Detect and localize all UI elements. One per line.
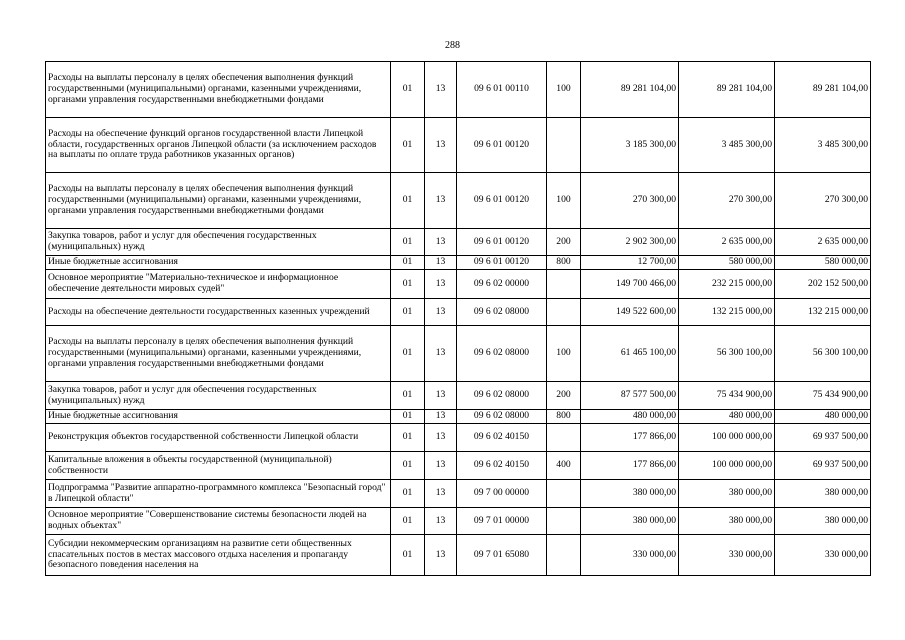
expense-type-code bbox=[547, 299, 581, 326]
subsection-code: 13 bbox=[425, 424, 457, 452]
section-code: 01 bbox=[391, 118, 425, 173]
row-name: Расходы на обеспечение деятельности государственных казенных учреждений bbox=[46, 299, 391, 326]
amount-year-3: 69 937 500,00 bbox=[775, 452, 871, 480]
amount-year-2: 380 000,00 bbox=[679, 480, 775, 508]
section-code: 01 bbox=[391, 229, 425, 256]
table-row bbox=[46, 256, 871, 270]
table-row bbox=[46, 270, 871, 299]
amount-year-2: 380 000,00 bbox=[679, 508, 775, 535]
amount-year-1: 2 902 300,00 bbox=[581, 229, 679, 256]
row-name: Расходы на выплаты персоналу в целях обеспечения выполнения функций государственными (муниципальными) органами, казенными учреждениями, органами управления государственными внебюджетными фондами bbox=[46, 326, 391, 382]
subsection-code: 13 bbox=[425, 382, 457, 410]
amount-year-1: 89 281 104,00 bbox=[581, 62, 679, 118]
subsection-code: 13 bbox=[425, 480, 457, 508]
amount-year-3: 380 000,00 bbox=[775, 480, 871, 508]
expense-type-code: 100 bbox=[547, 173, 581, 229]
target-article-code: 09 6 02 00000 bbox=[457, 270, 547, 299]
amount-year-1: 12 700,00 bbox=[581, 256, 679, 270]
subsection-code: 13 bbox=[425, 229, 457, 256]
table-row bbox=[46, 424, 871, 452]
amount-year-2: 75 434 900,00 bbox=[679, 382, 775, 410]
section-code: 01 bbox=[391, 382, 425, 410]
amount-year-3: 270 300,00 bbox=[775, 173, 871, 229]
amount-year-1: 177 866,00 bbox=[581, 452, 679, 480]
target-article-code: 09 6 02 40150 bbox=[457, 424, 547, 452]
amount-year-2: 580 000,00 bbox=[679, 256, 775, 270]
row-name: Иные бюджетные ассигнования bbox=[46, 256, 391, 270]
budget-table bbox=[45, 61, 871, 576]
row-name: Иные бюджетные ассигнования bbox=[46, 410, 391, 424]
amount-year-1: 270 300,00 bbox=[581, 173, 679, 229]
row-name: Капитальные вложения в объекты государственной (муниципальной) собственности bbox=[46, 452, 391, 480]
row-name: Закупка товаров, работ и услуг для обеспечения государственных (муниципальных) нужд bbox=[46, 229, 391, 256]
table-row bbox=[46, 118, 871, 173]
expense-type-code bbox=[547, 270, 581, 299]
amount-year-3: 2 635 000,00 bbox=[775, 229, 871, 256]
target-article-code: 09 6 01 00120 bbox=[457, 229, 547, 256]
subsection-code: 13 bbox=[425, 173, 457, 229]
table-row bbox=[46, 173, 871, 229]
section-code: 01 bbox=[391, 62, 425, 118]
subsection-code: 13 bbox=[425, 452, 457, 480]
target-article-code: 09 6 01 00110 bbox=[457, 62, 547, 118]
table-row bbox=[46, 326, 871, 382]
subsection-code: 13 bbox=[425, 410, 457, 424]
target-article-code: 09 7 00 00000 bbox=[457, 480, 547, 508]
target-article-code: 09 6 01 00120 bbox=[457, 118, 547, 173]
section-code: 01 bbox=[391, 535, 425, 576]
amount-year-1: 149 522 600,00 bbox=[581, 299, 679, 326]
amount-year-1: 380 000,00 bbox=[581, 508, 679, 535]
amount-year-2: 480 000,00 bbox=[679, 410, 775, 424]
row-name: Основное мероприятие "Материально-техническое и информационное обеспечение деятельности мировых судей" bbox=[46, 270, 391, 299]
table-row bbox=[46, 299, 871, 326]
target-article-code: 09 6 02 08000 bbox=[457, 410, 547, 424]
section-code: 01 bbox=[391, 326, 425, 382]
amount-year-3: 69 937 500,00 bbox=[775, 424, 871, 452]
amount-year-1: 87 577 500,00 bbox=[581, 382, 679, 410]
page-number: 288 bbox=[445, 40, 460, 51]
section-code: 01 bbox=[391, 452, 425, 480]
subsection-code: 13 bbox=[425, 62, 457, 118]
row-name: Реконструкция объектов государственной собственности Липецкой области bbox=[46, 424, 391, 452]
amount-year-2: 89 281 104,00 bbox=[679, 62, 775, 118]
expense-type-code: 800 bbox=[547, 410, 581, 424]
amount-year-3: 75 434 900,00 bbox=[775, 382, 871, 410]
row-name: Субсидии некоммерческим организациям на развитие сети общественных спасательных постов в местах массового отдыха населения и пропаганду безопасного поведения населения на bbox=[46, 535, 391, 576]
expense-type-code: 400 bbox=[547, 452, 581, 480]
section-code: 01 bbox=[391, 410, 425, 424]
subsection-code: 13 bbox=[425, 256, 457, 270]
row-name: Закупка товаров, работ и услуг для обеспечения государственных (муниципальных) нужд bbox=[46, 382, 391, 410]
amount-year-3: 202 152 500,00 bbox=[775, 270, 871, 299]
expense-type-code: 100 bbox=[547, 326, 581, 382]
target-article-code: 09 6 01 00120 bbox=[457, 173, 547, 229]
expense-type-code bbox=[547, 480, 581, 508]
expense-type-code bbox=[547, 118, 581, 173]
expense-type-code: 100 bbox=[547, 62, 581, 118]
amount-year-2: 3 485 300,00 bbox=[679, 118, 775, 173]
amount-year-1: 177 866,00 bbox=[581, 424, 679, 452]
amount-year-2: 56 300 100,00 bbox=[679, 326, 775, 382]
subsection-code: 13 bbox=[425, 299, 457, 326]
row-name: Основное мероприятие "Совершенствование системы безопасности людей на водных объектах" bbox=[46, 508, 391, 535]
amount-year-1: 480 000,00 bbox=[581, 410, 679, 424]
section-code: 01 bbox=[391, 424, 425, 452]
amount-year-3: 3 485 300,00 bbox=[775, 118, 871, 173]
amount-year-3: 56 300 100,00 bbox=[775, 326, 871, 382]
target-article-code: 09 6 01 00120 bbox=[457, 256, 547, 270]
amount-year-2: 100 000 000,00 bbox=[679, 424, 775, 452]
subsection-code: 13 bbox=[425, 508, 457, 535]
table-row bbox=[46, 452, 871, 480]
target-article-code: 09 6 02 08000 bbox=[457, 299, 547, 326]
amount-year-3: 480 000,00 bbox=[775, 410, 871, 424]
amount-year-2: 132 215 000,00 bbox=[679, 299, 775, 326]
amount-year-3: 132 215 000,00 bbox=[775, 299, 871, 326]
amount-year-3: 380 000,00 bbox=[775, 508, 871, 535]
table-row bbox=[46, 229, 871, 256]
expense-type-code: 200 bbox=[547, 229, 581, 256]
amount-year-2: 270 300,00 bbox=[679, 173, 775, 229]
section-code: 01 bbox=[391, 256, 425, 270]
row-name: Расходы на обеспечение функций органов государственной власти Липецкой области, государственных органов Липецкой области (за исключением расходов на выплаты по оплате труда работников указанных органов) bbox=[46, 118, 391, 173]
amount-year-1: 3 185 300,00 bbox=[581, 118, 679, 173]
subsection-code: 13 bbox=[425, 118, 457, 173]
expense-type-code bbox=[547, 424, 581, 452]
table-row bbox=[46, 382, 871, 410]
table-row bbox=[46, 508, 871, 535]
section-code: 01 bbox=[391, 299, 425, 326]
row-name: Расходы на выплаты персоналу в целях обеспечения выполнения функций государственными (муниципальными) органами, казенными учреждениями, органами управления государственными внебюджетными фондами bbox=[46, 173, 391, 229]
target-article-code: 09 6 02 40150 bbox=[457, 452, 547, 480]
section-code: 01 bbox=[391, 173, 425, 229]
table-row bbox=[46, 62, 871, 118]
row-name: Подпрограмма "Развитие аппаратно-программного комплекса "Безопасный город" в Липецкой области" bbox=[46, 480, 391, 508]
amount-year-3: 580 000,00 bbox=[775, 256, 871, 270]
amount-year-2: 232 215 000,00 bbox=[679, 270, 775, 299]
expense-type-code bbox=[547, 508, 581, 535]
expense-type-code: 800 bbox=[547, 256, 581, 270]
amount-year-3: 330 000,00 bbox=[775, 535, 871, 576]
row-name: Расходы на выплаты персоналу в целях обеспечения выполнения функций государственными (муниципальными) органами, казенными учреждениями, органами управления государственными внебюджетными фондами bbox=[46, 62, 391, 118]
table-row bbox=[46, 410, 871, 424]
target-article-code: 09 7 01 65080 bbox=[457, 535, 547, 576]
amount-year-2: 100 000 000,00 bbox=[679, 452, 775, 480]
amount-year-2: 330 000,00 bbox=[679, 535, 775, 576]
subsection-code: 13 bbox=[425, 326, 457, 382]
amount-year-1: 330 000,00 bbox=[581, 535, 679, 576]
amount-year-1: 61 465 100,00 bbox=[581, 326, 679, 382]
amount-year-1: 380 000,00 bbox=[581, 480, 679, 508]
section-code: 01 bbox=[391, 480, 425, 508]
target-article-code: 09 6 02 08000 bbox=[457, 382, 547, 410]
target-article-code: 09 7 01 00000 bbox=[457, 508, 547, 535]
section-code: 01 bbox=[391, 270, 425, 299]
table-row bbox=[46, 535, 871, 576]
target-article-code: 09 6 02 08000 bbox=[457, 326, 547, 382]
table-row bbox=[46, 480, 871, 508]
section-code: 01 bbox=[391, 508, 425, 535]
amount-year-2: 2 635 000,00 bbox=[679, 229, 775, 256]
amount-year-3: 89 281 104,00 bbox=[775, 62, 871, 118]
subsection-code: 13 bbox=[425, 535, 457, 576]
expense-type-code: 200 bbox=[547, 382, 581, 410]
subsection-code: 13 bbox=[425, 270, 457, 299]
expense-type-code bbox=[547, 535, 581, 576]
amount-year-1: 149 700 466,00 bbox=[581, 270, 679, 299]
